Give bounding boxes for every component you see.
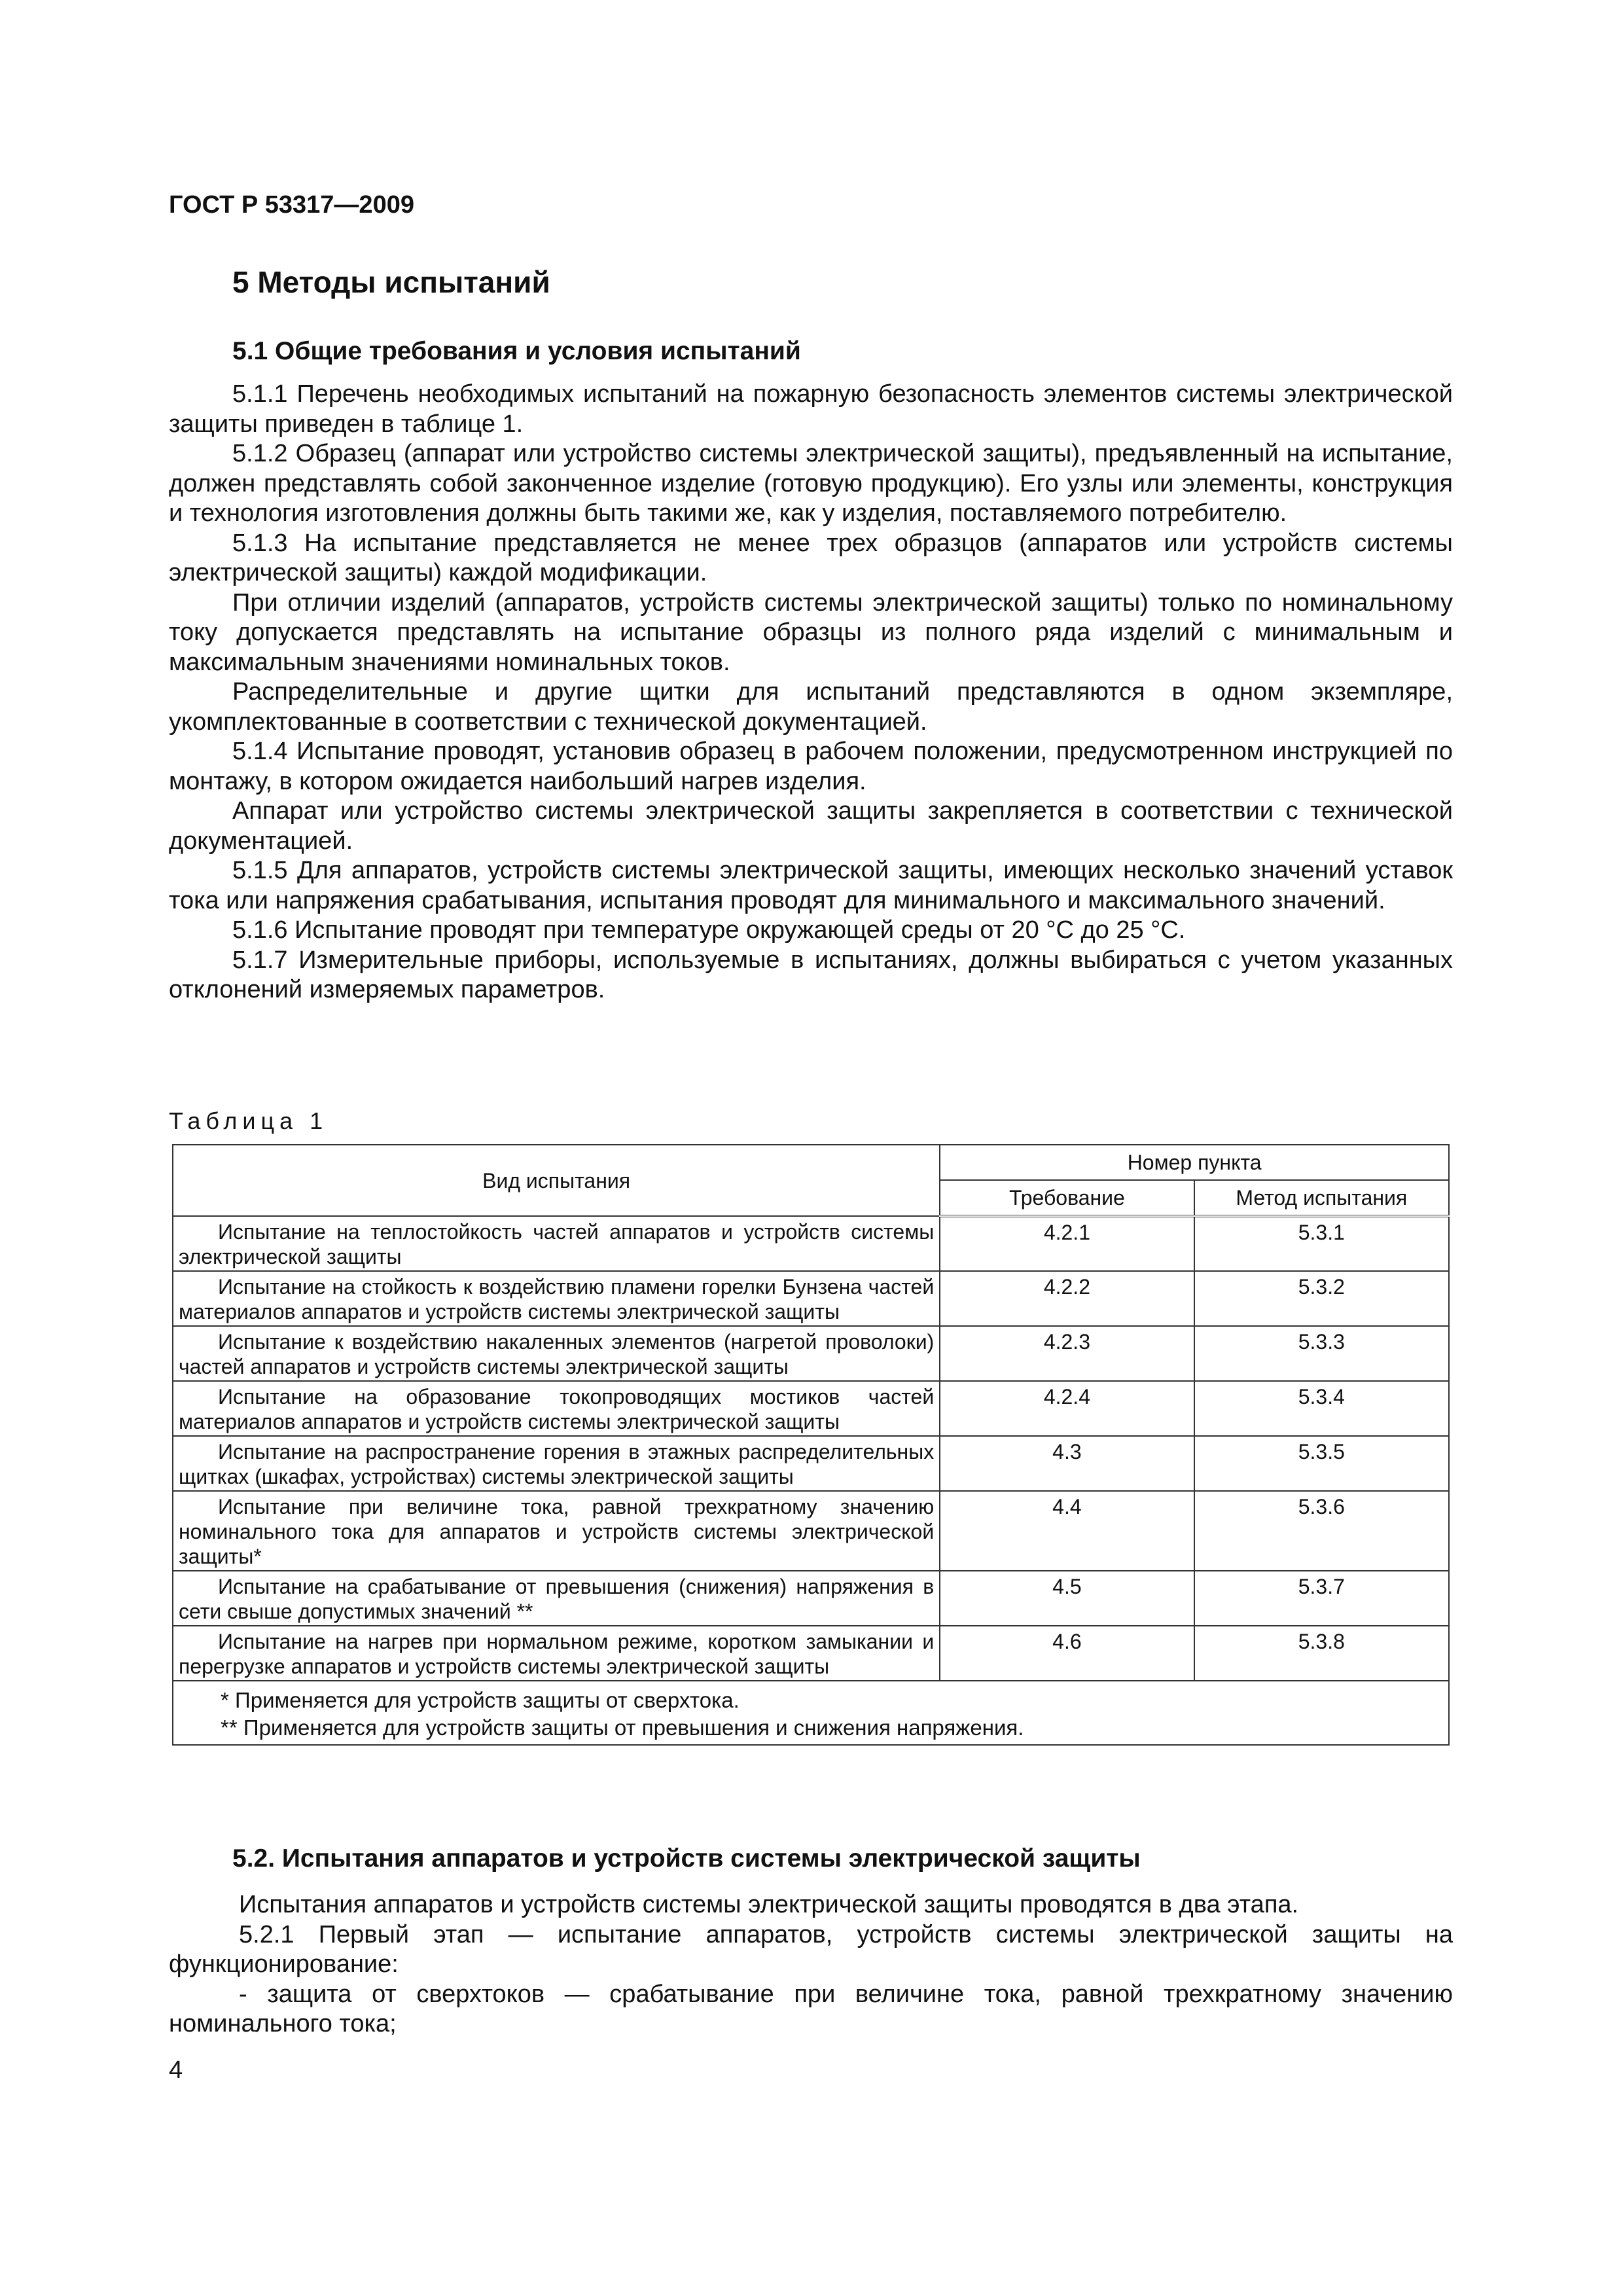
paragraph: Распределительные и другие щитки для испытаний представляются в одном экземпляре, укомплектованные в соответствии с технической документацией. [169, 678, 1453, 736]
requirement-clause: 4.2.3 [940, 1326, 1194, 1381]
method-clause: 5.3.5 [1194, 1436, 1449, 1491]
table-row [173, 1271, 1449, 1326]
requirement-clause: 4.5 [940, 1571, 1194, 1626]
table-row [173, 1216, 1449, 1271]
table-note: * Применяется для устройств защиты от сверхтока. [221, 1688, 740, 1712]
subsection-title: 5.1 Общие требования и условия испытаний [232, 337, 801, 365]
paragraph: 5.1.3 На испытание представляется не менее трех образцов (аппаратов или устройств системы электрической защиты) каждой модификации. [169, 529, 1453, 586]
paragraph: Испытания аппаратов и устройств системы электрической защиты проводятся в два этапа. [239, 1891, 1299, 1918]
requirement-clause: 4.2.2 [940, 1271, 1194, 1326]
method-clause: 5.3.2 [1194, 1271, 1449, 1326]
method-clause: 5.3.3 [1194, 1326, 1449, 1381]
tests-table [172, 1144, 1450, 1746]
header-test-method: Метод испытания [1194, 1180, 1449, 1216]
table-row [173, 1571, 1449, 1626]
table-notes-row [173, 1681, 1449, 1745]
paragraph: 5.2.1 Первый этап — испытание аппаратов, устройств системы электрической защиты на функционирование: [169, 1920, 1453, 1978]
table-row [173, 1491, 1449, 1571]
method-clause: 5.3.4 [1194, 1381, 1449, 1436]
requirement-clause: 4.2.1 [940, 1216, 1194, 1271]
table-caption: Таблица 1 [169, 1107, 329, 1134]
subsection-title: 5.2. Испытания аппаратов и устройств системы электрической защиты [232, 1844, 1141, 1873]
header-requirement: Требование [940, 1180, 1194, 1216]
subsection-body [169, 1890, 1453, 2039]
section-title: 5 Методы испытаний [232, 265, 550, 299]
method-clause: 5.3.7 [1194, 1571, 1449, 1626]
paragraph: 5.1.2 Образец (аппарат или устройство системы электрической защиты), предъявленный на испытание, должен представлять собой законченное изделие (готовую продукцию). Его узлы или элементы, конструкция и технология изготовления должны быть такими же, как у изделия, поставляемого потребителю. [169, 440, 1453, 527]
paragraph: Аппарат или устройство системы электрической защиты закрепляется в соответствии с технической документацией. [169, 797, 1453, 855]
table-row [173, 1326, 1449, 1381]
requirement-clause: 4.2.4 [940, 1381, 1194, 1436]
test-name: Испытание на распространение горения в этажных распределительных щитках (шкафах, устройствах) системы электрической защиты [173, 1436, 940, 1491]
paragraph: 5.1.1 Перечень необходимых испытаний на пожарную безопасность элементов системы электрической защиты приведен в таблице 1. [169, 380, 1453, 438]
section-body [169, 380, 1453, 1005]
paragraph: - защита от сверхтоков — срабатывание при величине тока, равной трехкратному значению номинального тока; [169, 1980, 1453, 2037]
table-row [173, 1626, 1449, 1681]
requirement-clause: 4.6 [940, 1626, 1194, 1681]
table-row [173, 1381, 1449, 1436]
test-name: Испытание на срабатывание от превышения (снижения) напряжения в сети свыше допустимых значений ** [173, 1571, 940, 1626]
test-name: Испытание на теплостойкость частей аппаратов и устройств системы электрической защиты [173, 1216, 940, 1271]
test-name: Испытание на образование токопроводящих мостиков частей материалов аппаратов и устройств системы электрической защиты [173, 1381, 940, 1436]
table-note: ** Применяется для устройств защиты от превышения и снижения напряжения. [221, 1715, 1024, 1740]
test-name: Испытание к воздействию накаленных элементов (нагретой проволоки) частей аппаратов и устройств системы электрической защиты [173, 1326, 940, 1381]
paragraph: 5.1.5 Для аппаратов, устройств системы электрической защиты, имеющих несколько значений уставок тока или напряжения срабатывания, испытания проводят для минимального и максимального значений. [169, 857, 1453, 914]
method-clause: 5.3.6 [1194, 1491, 1449, 1571]
table-row [173, 1436, 1449, 1491]
paragraph: 5.1.4 Испытание проводят, установив образец в рабочем положении, предусмотренном инструкцией по монтажу, в котором ожидается наибольший нагрев изделия. [169, 738, 1453, 795]
method-clause: 5.3.1 [1194, 1216, 1449, 1271]
table-notes [173, 1681, 1449, 1745]
paragraph: 5.1.7 Измерительные приборы, используемые в испытаниях, должны выбираться с учетом указанных отклонений измеряемых параметров. [169, 946, 1453, 1003]
paragraph: При отличии изделий (аппаратов, устройств системы электрической защиты) только по номинальному току допускается представлять на испытание образцы из полного ряда изделий с минимальным и максимальным значениями номинальных токов. [169, 588, 1453, 676]
header-clause-number: Номер пункта [940, 1145, 1449, 1180]
page-number: 4 [169, 2056, 183, 2084]
method-clause: 5.3.8 [1194, 1626, 1449, 1681]
paragraph: 5.1.6 Испытание проводят при температуре окружающей среды от 20 °С до 25 °С. [232, 916, 1186, 944]
test-name: Испытание при величине тока, равной трехкратному значению номинального тока для аппаратов и устройств системы электрической защиты* [173, 1491, 940, 1571]
document-code: ГОСТ Р 53317—2009 [169, 191, 414, 219]
header-test-type: Вид испытания [173, 1145, 940, 1216]
test-name: Испытание на нагрев при нормальном режиме, коротком замыкании и перегрузке аппаратов и устройств системы электрической защиты [173, 1626, 940, 1681]
requirement-clause: 4.4 [940, 1491, 1194, 1571]
requirement-clause: 4.3 [940, 1436, 1194, 1491]
test-name: Испытание на стойкость к воздействию пламени горелки Бунзена частей материалов аппаратов и устройств системы электрической защиты [173, 1271, 940, 1326]
